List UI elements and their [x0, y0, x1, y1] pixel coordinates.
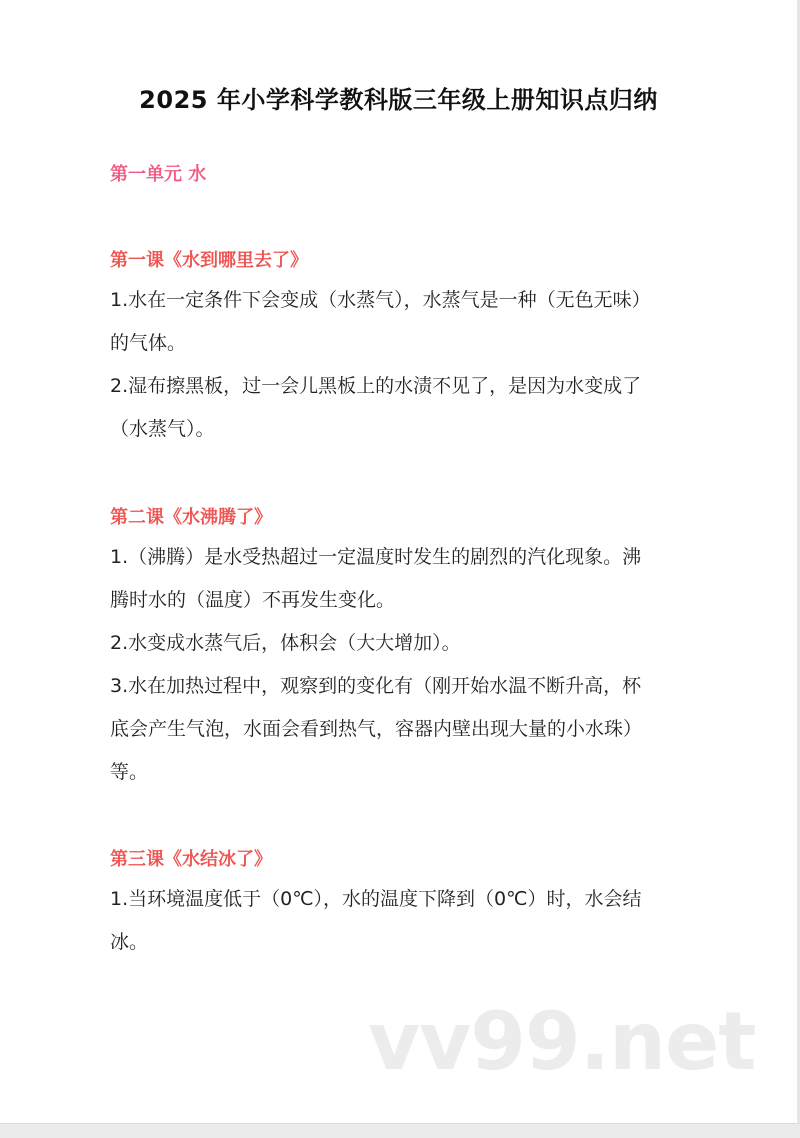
body-line: 1.（沸腾）是水受热超过一定温度时发生的剧烈的汽化现象。沸	[110, 546, 642, 568]
unit-heading: 第一单元 水	[110, 164, 207, 185]
body-line: 的气体。	[110, 332, 187, 354]
watermark: vv99.net	[368, 995, 756, 1088]
body-line: 等。	[110, 761, 149, 783]
page-bottom-edge	[0, 1123, 800, 1138]
lesson-heading: 第一课《水到哪里去了》	[110, 250, 308, 271]
body-line: 3.水在加热过程中，观察到的变化有（刚开始水温不断升高，杯	[110, 675, 642, 697]
body-line: 1.水在一定条件下会变成（水蒸气），水蒸气是一种（无色无味）	[110, 289, 651, 311]
body-line: 2.水变成水蒸气后，体积会（大大增加）。	[110, 632, 461, 654]
lesson-heading: 第三课《水结冰了》	[110, 849, 272, 870]
body-line: 冰。	[110, 931, 149, 953]
body-line: 腾时水的（温度）不再发生变化。	[110, 589, 396, 611]
body-line: （水蒸气）。	[110, 418, 215, 440]
body-line: 底会产生气泡，水面会看到热气，容器内壁出现大量的小水珠）	[110, 718, 643, 740]
document-title: 2025 年小学科学教科版三年级上册知识点归纳	[139, 86, 658, 114]
body-line: 1.当环境温度低于（0℃），水的温度下降到（0℃）时，水会结	[110, 888, 642, 910]
body-line: 2.湿布擦黑板，过一会儿黑板上的水渍不见了，是因为水变成了	[110, 375, 642, 397]
lesson-heading: 第二课《水沸腾了》	[110, 507, 272, 528]
